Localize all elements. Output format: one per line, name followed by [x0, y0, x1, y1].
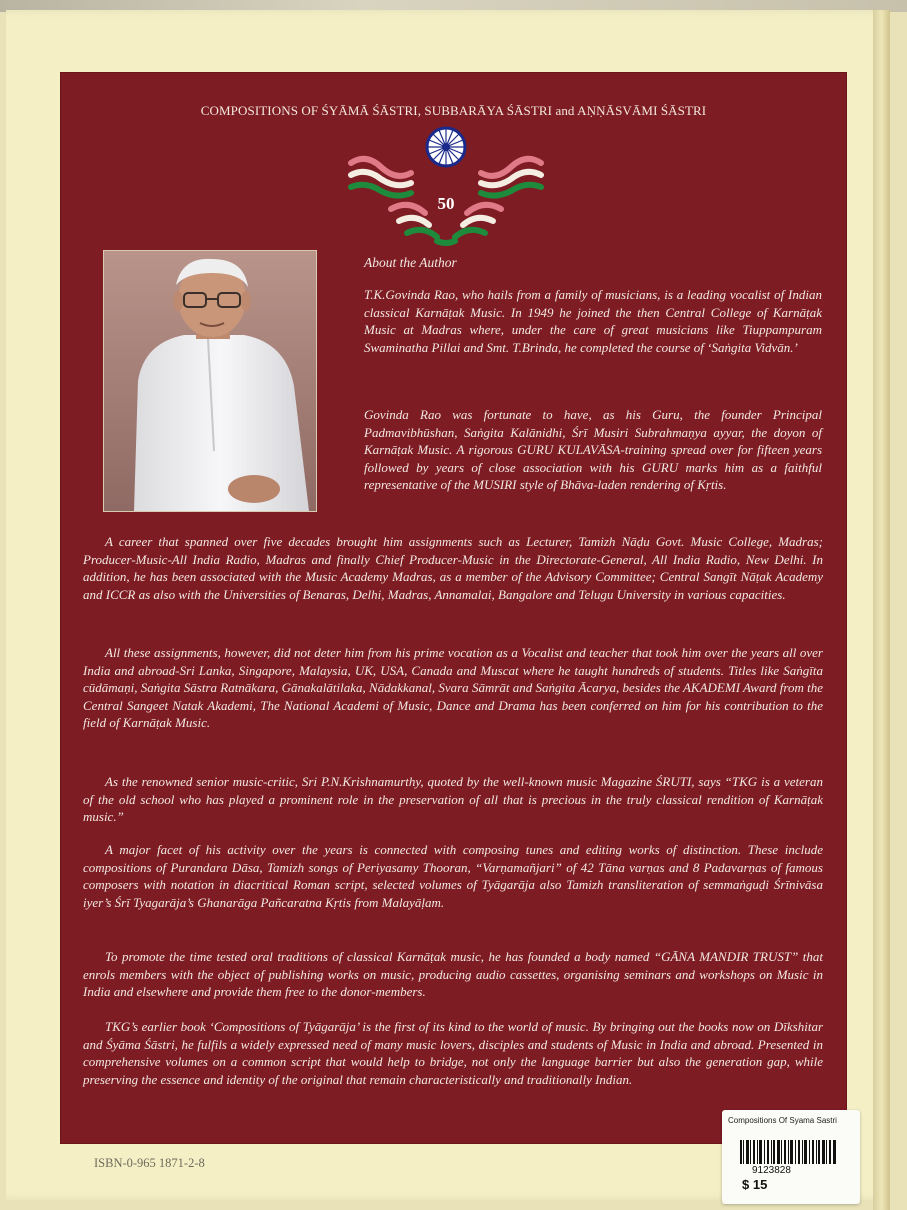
bio-paragraph-7: To promote the time tested oral traditions of classical Karnāṭak music, he has founded a body named “GĀNA MANDIR TRUST” that enrols members with the object of publishing works on music, producing audio cassettes, organising seminars and workshops on Music in India and elsewhere and provide them free to the donor-members. [83, 949, 823, 999]
about-author-heading: About the Author [364, 255, 457, 270]
sticker-title: Compositions Of Syama Sastri [728, 1116, 837, 1125]
sticker-price: $ 15 [742, 1177, 768, 1192]
bio-paragraph-2: Govinda Rao was fortunate to have, as his Guru, the founder Principal Padmavibhūshan, Saṅgita Kalānidhi, Śrī Musiri Subrahmaṇya ayyar, the doyon of Karnāṭak Music. A rigorous GURU KULAVĀSA-training spread over for fifteen years followed by years of close association with his GURU marks him as a faithful representative of the MUSIRI style of Bhāva-laden rendering of Kṛtis. [364, 407, 822, 492]
bio-paragraph-5: As the renowned senior music-critic, Sri P.N.Krishnamurthy, quoted by the well-known music Magazine ŚRUTI, says “TKG is a veteran of the old school who has played a prominent role in the preservation of all that is precious in the truly classical rendition of Karnāṭak music.” [83, 774, 823, 824]
sticker-code: 9123828 [752, 1165, 791, 1176]
anniversary-emblem-icon [341, 123, 551, 248]
book-back-cover [6, 10, 890, 1200]
book-spine-edge [873, 10, 890, 1210]
bio-paragraph-8: TKG’s earlier book ‘Compositions of Tyāgarāja’ is the first of its kind to the world of music. By bringing out the books now on Dīkshitar and Śyāma Śāstri, he fulfils a widely expressed need of many music lovers, disciples and students of Music in India and abroad. Presented in comprehensive volumes on a common script that would help to bridge, not only the language barrier but also the generation gap, while preserving the essence and identity of the original that remain characteristically and traditionally Indian. [83, 1019, 823, 1087]
bio-paragraph-6: A major facet of his activity over the years is connected with composing tunes and editing works of distinction. These include compositions of Purandara Dāsa, Tamizh songs of Periyasamy Thooran, “Varṇamañjari” of 42 Tāna varṇas and 8 Padavarṇas of famous composers with notation in diacritical Roman script, selected volumes of Tyāgarāja also Tamizh transliteration of semmaṅguḍi Śrīnivāsa iyer’s Śrī Tyagarāja’s Ghanarāga Pañcaratna Kṛtis from Malayāḷam. [83, 842, 823, 910]
bio-paragraph-1: T.K.Govinda Rao, who hails from a family of musicians, is a leading vocalist of Indian classical Karnāṭak Music. In 1949 he joined the then Central College of Karnāṭak Music at Madras where, under the care of great musicians like Tiuppampuram Swaminatha Pillai and Smt. T.Brinda, he completed the course of ‘Saṅgita Vidvān.’ [364, 287, 822, 355]
bio-paragraph-3: A career that spanned over five decades brought him assignments such as Lecturer, Tamizh Nāḍu Govt. Music College, Madras; Producer-Music-All India Radio, Madras and finally Chief Producer-Music in the Directorate-General, All India Radio, New Delhi. In addition, he has been associated with the Music Academy Madras, as a member of the Advisory Committee; Central Sangīt Nāṭak Academy and ICCR as also with the Universities of Benaras, Delhi, Madras, Annamalai, Bangalore and Telugu University in various capacities. [83, 534, 823, 602]
barcode-icon [740, 1140, 836, 1164]
isbn-number: ISBN-0-965 1871-2-8 [94, 1156, 205, 1170]
maroon-panel [61, 73, 846, 1143]
price-sticker [722, 1110, 860, 1204]
bio-paragraph-4: All these assignments, however, did not deter him from his prime vocation as a Vocalist and teacher that took him over the years all over India and abroad-Sri Lanka, Singapore, Malaysia, UK, USA, Canada and Muscat where he taught hundreds of students. Titles like Saṅgīta cūdāmaṇi, Saṅgita Sāstra Ratnākara, Gānakalātilaka, Nādakkanal, Svara Sāmrāt and Saṅgita Ācarya, besides the AKADEMI Award from the Central Sangeet Natak Akademi, The National Academi of Music, Dance and Drama has been conferred on him for his contribution to the field of Karnāṭak Music. [83, 645, 823, 730]
author-photo [103, 250, 317, 512]
emblem-number: 50 [437, 194, 455, 213]
series-title: COMPOSITIONS OF ŚYĀMĀ ŚĀSTRI, SUBBARĀYA ŚĀSTRI and AṆṆĀSVĀMI ŚĀSTRI [200, 103, 707, 118]
